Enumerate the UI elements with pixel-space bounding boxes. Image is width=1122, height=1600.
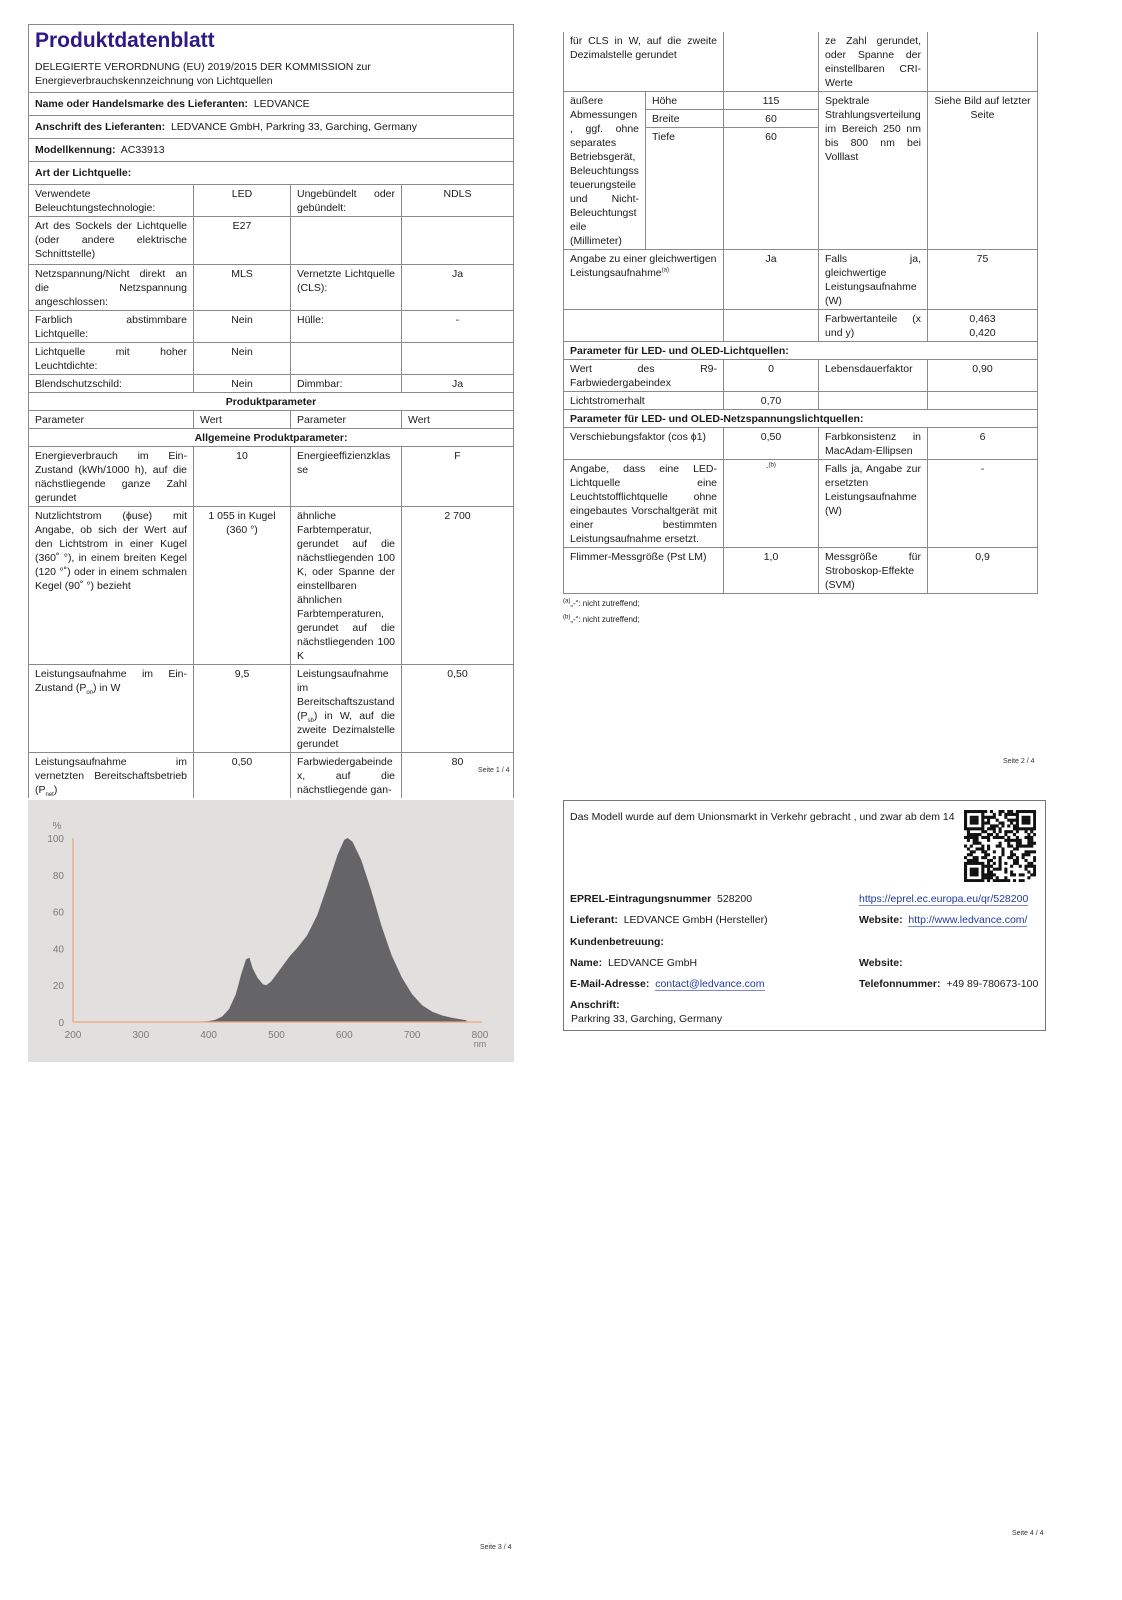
spectrum-area [195,838,466,1022]
param-label [291,343,402,375]
chromaticity-value: 0,463 0,420 [928,310,1038,342]
page-2 [563,32,1037,627]
pnet-value: 0,50 [194,753,291,799]
param-value: Ja [402,375,514,393]
r9-label: Wert des R9-Farbwiedergabeindex [564,360,724,392]
col-header-value: Wert [402,411,514,429]
name-label: Name: [570,957,603,969]
table-row [29,343,514,375]
page-4-info-box [563,800,1046,1031]
dim-depth-value: 60 [724,128,819,250]
model-id: AC33913 [120,144,165,156]
supplier-value: LEDVANCE GmbH (Hersteller) [623,914,768,926]
website2-label: Website: [859,957,903,969]
param-value: NDLS [402,185,514,217]
param-value: Nein [194,375,291,393]
replacement-label: Angabe, dass eine LED-Lichtquelle eine Leuchtstofflichtquelle ohne eingebautes Vorschaltgerät mit einer bestimmten Leistungsaufnahme ersetzt. [564,460,724,548]
param-label: Ungebündelt oder gebündelt: [291,185,402,217]
market-date-text: Das Modell wurde auf dem Unionsmarkt in Verkehr gebracht , und zwar ab dem 14 [570,811,955,823]
param-value: Nein [194,311,291,343]
dim-height-value: 115 [724,92,819,110]
datasheet-table-page2 [563,32,1038,594]
r9-value: 0 [724,360,819,392]
equiv-value: Ja [724,250,819,310]
x-tick-label: 600 [335,1030,353,1041]
table-row [29,217,514,265]
chromaticity-label: Farbwertanteile (x und y) [819,310,928,342]
lifetime-factor-value: 0,90 [928,360,1038,392]
flicker-value: 1,0 [724,548,819,594]
pnet-label-continued: für CLS in W, auf die zweite Dezimalstelle gerundet [564,32,724,92]
param-label: Hülle: [291,311,402,343]
page-number: Seite 3 / 4 [480,1544,512,1551]
lumen-maintenance-label: Lichtstromerhalt [564,392,724,410]
macadam-label: Farbkonsistenz in MacAdam-Ellipsen [819,428,928,460]
y-tick-label: 0 [58,1018,64,1029]
param-value: LED [194,185,291,217]
lifetime-factor-label: Lebensdauerfaktor [819,360,928,392]
datasheet-table-page1 [28,24,514,798]
displacement-factor-value: 0,50 [724,428,819,460]
table-row [29,375,514,393]
y-tick-label: 20 [52,981,64,993]
cri-label-continued: ze Zahl gerundet, oder Spanne der einstellbaren CRI-Werte [819,32,928,92]
dim-depth-label: Tiefe [646,128,724,250]
svm-label: Messgröße für Stroboskop-Effekte (SVM) [819,548,928,594]
spectral-value: Siehe Bild auf letzter Seite [928,92,1038,250]
y-axis-label: % [52,821,62,832]
cri-label: Farbwiedergabeindex, auf die nächstliegende gan- [291,753,402,799]
eprel-link[interactable]: https://eprel.ec.europa.eu/qr/528200 [859,893,1029,905]
param-label: Dimmbar: [291,375,402,393]
param-value: 10 [194,447,291,507]
x-tick-label: 300 [132,1030,150,1041]
footnote-b: $^{(b)}$„-“: nicht zutreffend; [563,614,640,624]
page-number: Seite 4 / 4 [1012,1530,1044,1537]
flicker-label: Flimmer-Messgröße (Pst LM) [564,548,724,594]
param-value: F [402,447,514,507]
param-value [402,217,514,265]
pnet-label: Leistungsaufnahme im vernetzten Bereitschaftsbetrieb $(P_{net})$ [29,753,194,799]
pon-label: Leistungsaufnahme im Ein-Zustand $(P_{on})$ in W [29,665,194,753]
lumen-maintenance-value: 0,70 [724,392,819,410]
equiv-label: Angabe zu einer gleichwertigen Leistungsaufnahme$^{(a)}$ [564,250,724,310]
supplier-name-label: Name oder Handelsmarke des Lieferanten: [35,98,248,110]
displacement-factor-label: Verschiebungsfaktor (cos ϕ1) [564,428,724,460]
x-tick-label: 200 [64,1030,82,1041]
param-value: - [402,311,514,343]
email-link[interactable]: contact@ledvance.com [655,978,765,990]
product-params-heading: Produktparameter [29,393,514,411]
eprel-label: EPREL-Eintragungsnummer [570,893,712,905]
param-label: Nutzlichtstrom (ϕuse) mit Angabe, ob sich der Wert auf den Lichtstrom in einer Kugel (360˚ °), in einem breiten Kegel (120 °˚) oder in einem schmalen Kegel (90˚ °) bezieht [29,507,194,665]
replacement-power-label: Falls ja, Angabe zur ersetzten Leistungsaufnahme (W) [819,460,928,548]
param-label: Farblich abstimmbare Lichtquelle: [29,311,194,343]
table-row [29,185,514,217]
psb-value: 0,50 [402,665,514,753]
general-params-heading: Allgemeine Produktparameter: [29,429,514,447]
y-tick-label: 60 [52,907,64,919]
param-label: Netzspannung/Nicht direkt an die Netzspannung angeschlossen: [29,265,194,311]
x-axis-label: nm [473,1039,487,1049]
email-label: E-Mail-Adresse: [570,978,650,990]
param-label: Lichtquelle mit hoher Leuchtdichte: [29,343,194,375]
col-header-value: Wert [194,411,291,429]
page-title: Produktdatenblatt [35,29,215,52]
dim-height-label: Höhe [646,92,724,110]
x-tick-label: 500 [268,1030,285,1041]
dimensions-label: äußere Abmessungen, ggf. ohne separates Betriebsgerät, Beleuchtungssteuerungsteile und Nicht-Beleuchtungsteile (Millimeter) [564,92,646,250]
page-1 [28,24,513,798]
spectrum-chart-panel [28,800,514,1062]
table-row [29,265,514,311]
param-value: Nein [194,343,291,375]
param-label: Blendschutzschild: [29,375,194,393]
x-tick-label: 800 [471,1030,489,1041]
macadam-value: 6 [928,428,1038,460]
param-value: 2 700 [402,507,514,665]
qr-code[interactable] [964,810,1036,882]
param-value: 1 055 in Kugel (360 °) [194,507,291,665]
param-value [402,343,514,375]
table-row [29,447,514,507]
param-label: Energieverbrauch im Ein-Zustand (kWh/1000 h), auf die nächstliegende ganze Zahl gerundet [29,447,194,507]
equiv-power-label: Falls ja, gleichwertige Leistungsaufnahme (W) [819,250,928,310]
address-label: Anschrift: [570,999,620,1011]
equiv-power-value: 75 [928,250,1038,310]
spectral-distribution-chart [28,800,514,1062]
customer-service-heading: Kundenbetreuung: [570,936,664,948]
cri-value: 80 [402,753,514,799]
website-link[interactable]: http://www.ledvance.com/ [908,914,1028,926]
spectral-label: Spektrale Strahlungsverteilung im Bereich 250 nm bis 800 nm bei Volllast [819,92,928,250]
col-header-parameter: Parameter [29,411,194,429]
replacement-power-value: - [928,460,1038,548]
light-source-type-heading: Art der Lichtquelle: [29,162,514,185]
y-tick-label: 80 [52,870,64,882]
svm-value: 0,9 [928,548,1038,594]
param-value: MLS [194,265,291,311]
pon-value: 9,5 [194,665,291,753]
table-row [29,311,514,343]
dim-width-label: Breite [646,110,724,128]
led-params-heading: Parameter für LED- und OLED-Lichtquellen: [564,342,1038,360]
eprel-number: 528200 [717,893,753,905]
param-label: ähnliche Farbtemperatur, gerundet auf die nächstliegenden 100 K, oder Spanne der einstellbaren ähnlichen Farbtemperaturen, gerundet auf die nächstliegenden 100 K [291,507,402,665]
supplier-address-label: Anschrift des Lieferanten: [35,121,166,133]
name-value: LEDVANCE GmbH [607,957,698,969]
replacement-value: -$^{(b)}$ [724,460,819,548]
param-value: E27 [194,217,291,265]
phone-value: +49 89-780673-100 [946,978,1039,990]
page-number: Seite 2 / 4 [1003,758,1035,765]
footnote-a: $^{(a)}$„-“: nicht zutreffend; [563,598,640,608]
address-value: Parkring 33, Garching, Germany [571,1013,723,1025]
param-label: Vernetzte Lichtquelle (CLS): [291,265,402,311]
x-tick-label: 700 [403,1030,421,1041]
dim-width-value: 60 [724,110,819,128]
param-value: Ja [402,265,514,311]
psb-label: Leistungsaufnahme im Bereitschaftszustand $(P_{sb})$ in W, auf die zweite Dezimalstelle gerundet [291,665,402,753]
col-header-parameter: Parameter [291,411,402,429]
website-label: Website: [859,914,903,926]
model-label: Modellkennung: [35,144,116,156]
param-label: Verwendete Beleuchtungstechnologie: [29,185,194,217]
regulation-line-1: DELEGIERTE VERORDNUNG (EU) 2019/2015 DER KOMMISSION zur [35,61,371,73]
y-tick-label: 100 [47,834,64,845]
table-row [29,507,514,665]
mains-params-heading: Parameter für LED- und OLED-Netzspannungslichtquellen: [564,410,1038,428]
y-tick-label: 40 [52,944,64,956]
x-tick-label: 400 [200,1030,218,1041]
supplier-name: LEDVANCE [253,98,310,110]
param-label: Art des Sockels der Lichtquelle (oder andere elektrische Schnittstelle) [29,217,194,265]
supplier-label: Lieferant: [570,914,618,926]
param-label [291,217,402,265]
phone-label: Telefonnummer: [859,978,941,990]
page-number: Seite 1 / 4 [478,767,510,774]
param-label: Energieeffizienzklasse [291,447,402,507]
regulation-line-2: Energieverbrauchskennzeichnung von Lichtquellen [35,75,273,87]
supplier-address: LEDVANCE GmbH, Parkring 33, Garching, Germany [170,121,418,133]
